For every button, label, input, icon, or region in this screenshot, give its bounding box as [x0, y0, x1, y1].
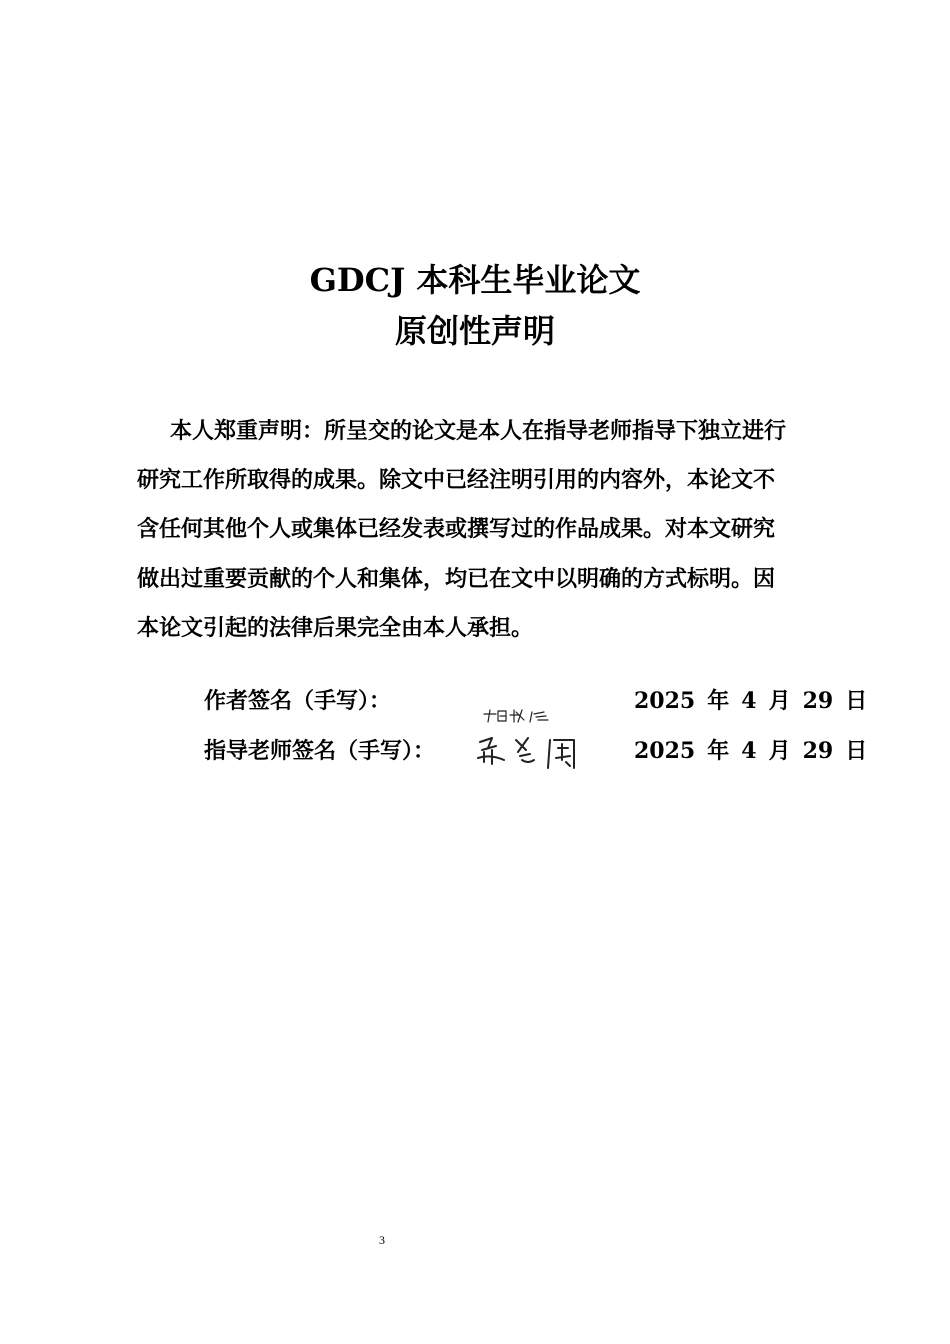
handwritten-signature: [470, 706, 590, 776]
date-day: 29: [802, 688, 834, 714]
date-month-unit: 月: [768, 688, 791, 714]
date-day: 29: [802, 738, 834, 764]
declaration-line-1: 本人郑重声明：所呈交的论文是本人在指导老师指导下独立进行: [170, 418, 787, 444]
date-day-unit: 日: [845, 738, 868, 764]
author-signature-label: 作者签名（手写）：: [204, 688, 392, 714]
document-subtitle: 原创性声明: [394, 312, 555, 350]
date-month: 4: [741, 688, 757, 714]
document-title: GDCJ 本科生毕业论文: [309, 261, 641, 299]
date-year-unit: 年: [707, 738, 730, 764]
date-year-unit: 年: [707, 688, 730, 714]
advisor-signature-label: 指导老师签名（手写）：: [204, 738, 436, 764]
date-month-unit: 月: [768, 738, 791, 764]
date-month: 4: [741, 738, 757, 764]
declaration-line-3: 含任何其他个人或集体已经发表或撰写过的作品成果。对本文研究: [137, 516, 776, 542]
date-day-unit: 日: [845, 688, 868, 714]
page-number: 3: [379, 1233, 385, 1247]
date-year: 2025: [634, 738, 696, 764]
date-year: 2025: [634, 688, 696, 714]
declaration-line-4: 做出过重要贡献的个人和集体，均已在文中以明确的方式标明。因: [137, 566, 776, 592]
declaration-line-2: 研究工作所取得的成果。除文中已经注明引用的内容外，本论文不: [137, 467, 776, 493]
advisor-signature-date: [634, 736, 867, 766]
declaration-line-5: 本论文引起的法律后果完全由本人承担。: [137, 615, 534, 641]
author-signature-date: [634, 686, 867, 716]
